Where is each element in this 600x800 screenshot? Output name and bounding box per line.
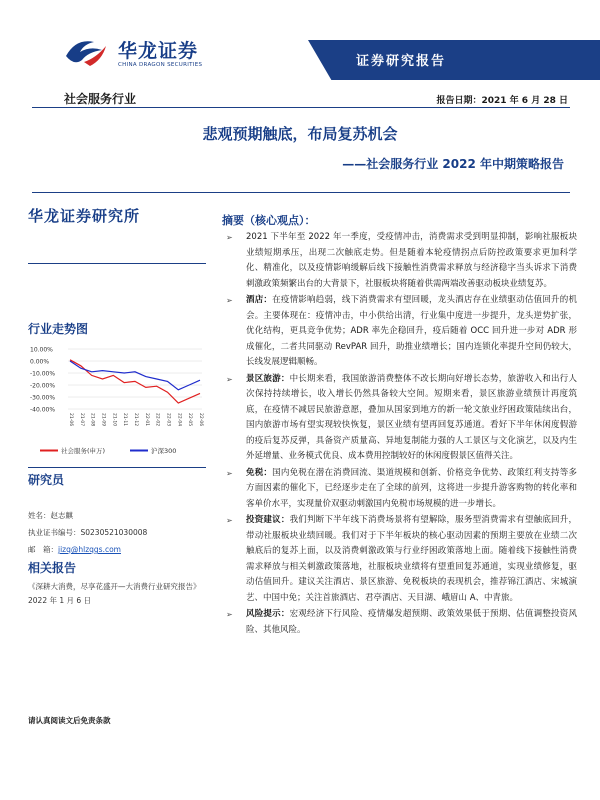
sidebar-divider bbox=[28, 263, 206, 264]
company-logo bbox=[62, 26, 222, 82]
bullet-arrow-icon: ➢ bbox=[226, 516, 233, 525]
chart-x-tick: 21-11 bbox=[122, 413, 128, 427]
report-date: 报告日期：2021 年 6 月 28 日 bbox=[436, 96, 568, 106]
title-divider bbox=[32, 192, 570, 193]
chart-y-tick: -10.00% bbox=[30, 370, 56, 378]
abstract-item-lead: 景区旅游： bbox=[246, 373, 290, 384]
abstract-item-text: 中长期来看，我国旅游消费整体不改长期向好增长态势，旅游收入和出行人次保持持续增长，收入增长仍然具备较大空间。短期来看，景区旅游业绩预计再度筑底，在疫情不减居民旅游意愿，叠加从国家到地方的新一轮文旅业纾困政策陆续出台，国内旅游市场有望实现较快恢复，景区业绩有望再回复苏通道。看好下半年休闲度假游的疫后复苏反弹，具备资产质量高、异地复制能力强的人工景区与文化演艺，以及内生外延增量、业务模式优良、成本费用控制较好的休闲度假景区值得关注。 bbox=[246, 373, 577, 461]
industry-trend-chart bbox=[30, 343, 206, 461]
bullet-arrow-icon: ➢ bbox=[226, 610, 233, 619]
abstract-item-lead: 酒店： bbox=[246, 295, 273, 305]
abstract-item-text: 宏观经济下行风险、疫情爆发超预期、政策效果低于预期、估值调整投资风险、其他风险。 bbox=[246, 609, 577, 635]
dragon-logo-icon bbox=[62, 34, 110, 70]
abstract-item-text: 2021 下半年至 2022 年一季度，受疫情冲击，消费需求受到明显抑制，影响社服板块业绩短期承压，出现二次触底走势。但是随着本轮疫情拐点后防控政策要求更加科学化、精准化，以及疫情影响缓解后线下接触性消费需求释放与经济稳字当头诉求下消费刺激政策频繁出台的大背景下，社服板块将随着供需两端改善驱动板块业绩复苏。 bbox=[246, 232, 577, 289]
chart-x-tick: 21-12 bbox=[133, 413, 138, 427]
analyst-email-label: 邮 箱： bbox=[28, 545, 58, 554]
header-divider bbox=[32, 107, 570, 108]
abstract-item bbox=[222, 607, 577, 638]
abstract-list bbox=[222, 230, 577, 638]
analyst-title: 研究员 bbox=[28, 473, 65, 487]
abstract-item-text: 在疫情影响趋弱，线下消费需求有望回暖，龙头酒店存在业绩驱动估值回升的机会。主要体现在：疫情冲击，中小供给出清，行业集中度进一步提升，龙头逆势扩张，优化结构，更具竞争优势；ADR 率先企稳回升，疫后随着 OCC 回升进一步对 ADR 形成催化，二者共同驱动 RevPAR 回升，助推业绩增长；国内连锁化率提升空间仍较大，长线发展逻辑顺畅。 bbox=[246, 295, 577, 367]
chart-y-tick: -30.00% bbox=[30, 394, 56, 402]
sidebar bbox=[28, 205, 206, 765]
chart-x-tick: 21-09 bbox=[100, 413, 106, 427]
abstract-item bbox=[222, 372, 577, 465]
chart-x-tick: 21-07 bbox=[78, 413, 84, 427]
institute-name: 华龙证券研究所 bbox=[28, 207, 141, 225]
abstract-item-lead: 免税： bbox=[246, 467, 273, 478]
analyst-email-row bbox=[28, 541, 147, 558]
industry-label: 社会服务行业 bbox=[64, 92, 137, 106]
abstract-section bbox=[222, 212, 577, 639]
chart-series-line bbox=[70, 361, 200, 390]
chart-x-tick: 22-03 bbox=[165, 413, 171, 427]
chart-x-tick: 22-02 bbox=[154, 413, 160, 427]
chart-y-tick: 0.00% bbox=[30, 358, 50, 366]
abstract-item bbox=[222, 466, 577, 513]
bullet-arrow-icon: ➢ bbox=[226, 296, 233, 305]
abstract-item-text: 国内免税在潜在消费回流、渠道规模和创新、价格竞争优势、政策红利支持等多方面因素的催化下，已经逐步走在了全球的前列，这将进一步提升游客购物的转化率和客单价水平，实现量价双驱动刺激国内免税市场规模的进一步增长。 bbox=[246, 467, 577, 509]
page-title: 悲观预期触底，布局复苏机会 bbox=[202, 125, 398, 143]
related-title: 相关报告 bbox=[28, 561, 77, 575]
sidebar-divider bbox=[28, 467, 206, 468]
related-report[interactable]: 《深耕大消费，尽享花盛开—大消费行业研究报告》2022 年 1 月 6 日 bbox=[28, 582, 201, 605]
logo-text-en: CHINA DRAGON SECURITIES bbox=[118, 62, 203, 68]
chart-x-tick: 22-04 bbox=[176, 413, 182, 427]
analyst-name: 姓名：赵志麒 bbox=[28, 511, 73, 520]
abstract-item bbox=[222, 293, 577, 371]
disclaimer-note: 请认真阅读文后免责条款 bbox=[28, 716, 111, 725]
chart-legend-label: 沪深300 bbox=[151, 447, 177, 455]
abstract-item-lead: 投资建议： bbox=[246, 515, 290, 525]
analyst-info bbox=[28, 507, 147, 558]
chart-y-tick: -20.00% bbox=[30, 382, 56, 390]
chart-x-tick: 22-05 bbox=[187, 413, 193, 427]
chart-x-tick: 21-06 bbox=[68, 413, 73, 427]
chart-x-tick: 22-06 bbox=[198, 413, 203, 427]
page-subtitle: ——社会服务行业 2022 年中期策略报告 bbox=[342, 157, 564, 171]
bullet-arrow-icon: ➢ bbox=[226, 374, 233, 384]
chart-legend-label: 社会服务(申万) bbox=[61, 447, 106, 455]
trend-title: 行业走势图 bbox=[28, 322, 89, 336]
banner-label: 证券研究报告 bbox=[356, 54, 447, 69]
bullet-arrow-icon: ➢ bbox=[226, 468, 233, 478]
analyst-email-link[interactable]: jizq@hlzqgs.com bbox=[58, 545, 121, 554]
abstract-item bbox=[222, 230, 577, 292]
chart-x-tick: 21-10 bbox=[111, 413, 117, 427]
chart-y-tick: -40.00% bbox=[30, 406, 56, 414]
logo-text-cn: 华龙证券 bbox=[118, 40, 199, 62]
bullet-arrow-icon: ➢ bbox=[226, 233, 233, 242]
analyst-license: 执业证书编号：S0230521030008 bbox=[28, 528, 148, 537]
chart-series-line bbox=[70, 360, 200, 403]
abstract-item-lead: 风险提示： bbox=[246, 609, 290, 619]
chart-x-tick: 22-01 bbox=[143, 413, 149, 427]
abstract-item-text: 我们判断下半年线下消费场景将有望解除，服务型消费需求有望触底回升，带动社服板块业绩回暖。我们对于下半年板块的核心驱动因素的预期主要放在业绩二次触底后的复苏上面，以及消费刺激政策与行业纾困政策落地上面。随着线下接触性消费需求释放与相关刺激政策落地，社服板块业绩将有望重回复苏通道，实现业绩修复，驱动估值回升。建议关注酒店、景区旅游、免税板块的表现机会，推荐锦江酒店、宋城演艺、中国中免；关注首旅酒店、君亭酒店、天目湖、峨眉山 A、中青旅。 bbox=[246, 515, 577, 603]
abstract-item bbox=[222, 513, 577, 606]
chart-x-tick: 21-08 bbox=[89, 413, 95, 427]
abstract-title: 摘要（核心观点）： bbox=[222, 214, 316, 227]
chart-y-tick: 10.00% bbox=[30, 346, 53, 354]
